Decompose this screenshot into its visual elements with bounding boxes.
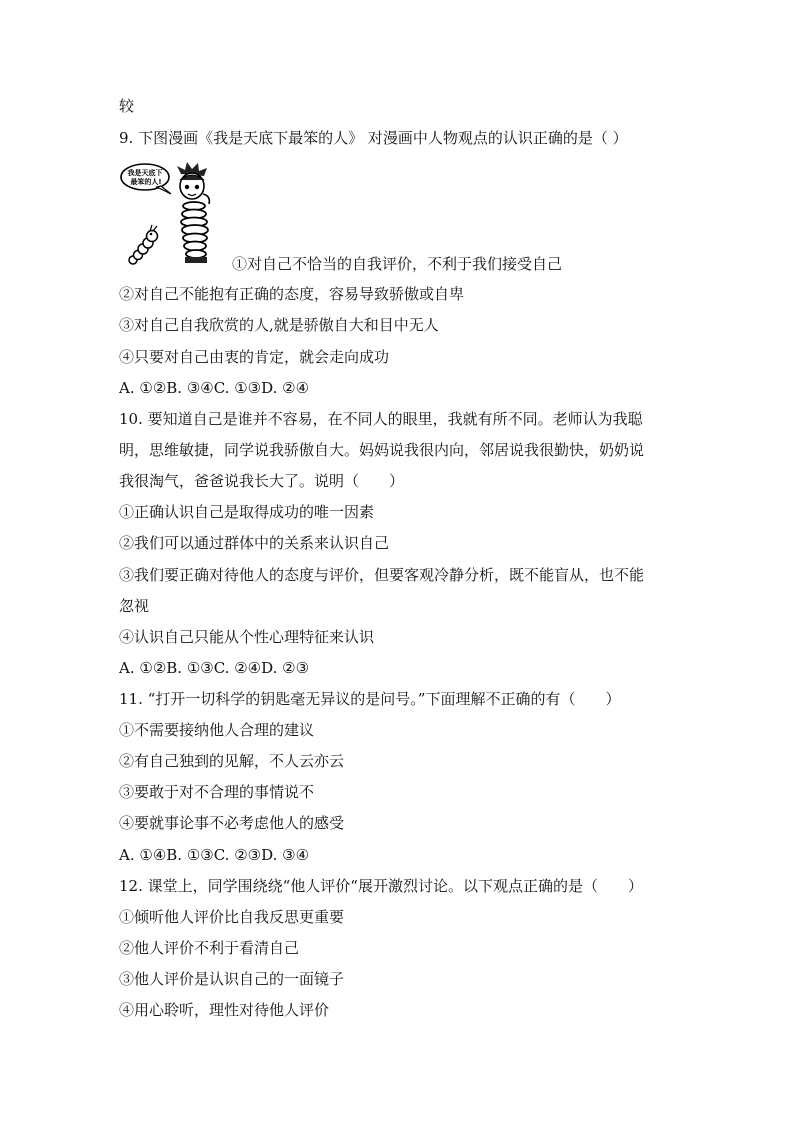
question-10-option-3-cont: 忽视 — [119, 597, 150, 615]
question-10-option-4: ④认识自己只能从个性心理特征来认识 — [119, 628, 375, 646]
question-12-option-2: ②他人评价不利于看清自己 — [119, 939, 300, 957]
question-9-option-4: ④只要对自己由衷的肯定，就会走向成功 — [119, 348, 390, 366]
question-9-stem: 9. 下图漫画《我是天底下最笨的人》 对漫画中人物观点的认识正确的是（ ） — [119, 129, 628, 147]
question-10-option-2: ②我们可以通过群体中的关系来认识自己 — [119, 534, 390, 552]
question-10-option-3: ③我们要正确对待他人的态度与评价，但要客观冷静分析，既不能盲从，也不能 — [119, 566, 645, 584]
question-9-option-1: ①对自己不恰当的自我评价，不利于我们接受自己 — [232, 255, 563, 273]
question-12-stem: 12. 课堂上，同学围绕绕“他人评价“展开激烈讨论。以下观点正确的是（ ） — [119, 877, 643, 895]
question-9-option-3: ③对自己自我欣赏的人,就是骄傲自大和目中无人 — [119, 316, 439, 334]
question-11-option-3: ③要敢于对不合理的事情说不 — [119, 783, 315, 801]
comic-illustration — [119, 156, 227, 268]
question-12-option-1: ①倾听他人评价比自我反思更重要 — [119, 908, 345, 926]
question-9-option-2: ②对自己不能抱有正确的态度，容易导致骄傲或自卑 — [119, 285, 465, 303]
comic-speech-line2: 最笨的人! — [130, 178, 162, 186]
question-11-answers: A. ①④B. ①③C. ②③D. ③④ — [119, 846, 310, 864]
text-line-0: 较 — [119, 97, 135, 115]
question-12-option-3: ③他人评价是认识自己的一面镜子 — [119, 970, 345, 988]
question-10-answers: A. ①②B. ①③C. ②④D. ②③ — [119, 659, 310, 677]
question-11-option-2: ②有自己独到的见解，不人云亦云 — [119, 752, 345, 770]
question-11-option-1: ①不需要接纳他人合理的建议 — [119, 721, 315, 739]
question-11-option-4: ④要就事论事不必考虑他人的感受 — [119, 814, 345, 832]
question-10-stem-line2: 明，思维敏捷，同学说我骄傲自大。妈妈说我很内向，邻居说我很勤快，奶奶说 — [119, 441, 645, 459]
question-9-answers: A. ①②B. ③④C. ①③D. ②④ — [119, 379, 310, 397]
comic-speech-line1: 我是天底下 — [127, 169, 163, 177]
question-12-option-4: ④用心聆听，理性对待他人评价 — [119, 1001, 330, 1019]
question-10-option-1: ①正确认识自己是取得成功的唯一因素 — [119, 503, 375, 521]
question-10-stem-line1: 10. 要知道自己是谁并不容易，在不同人的眼里，我就有所不同。老师认为我聪 — [119, 410, 643, 428]
question-11-stem: 11. “打开一切科学的钥匙毫无异议的是问号。”下面理解不正确的有（ ） — [119, 690, 621, 708]
question-10-stem-line3: 我很淘气，爸爸说我长大了。说明（ ） — [119, 472, 405, 490]
